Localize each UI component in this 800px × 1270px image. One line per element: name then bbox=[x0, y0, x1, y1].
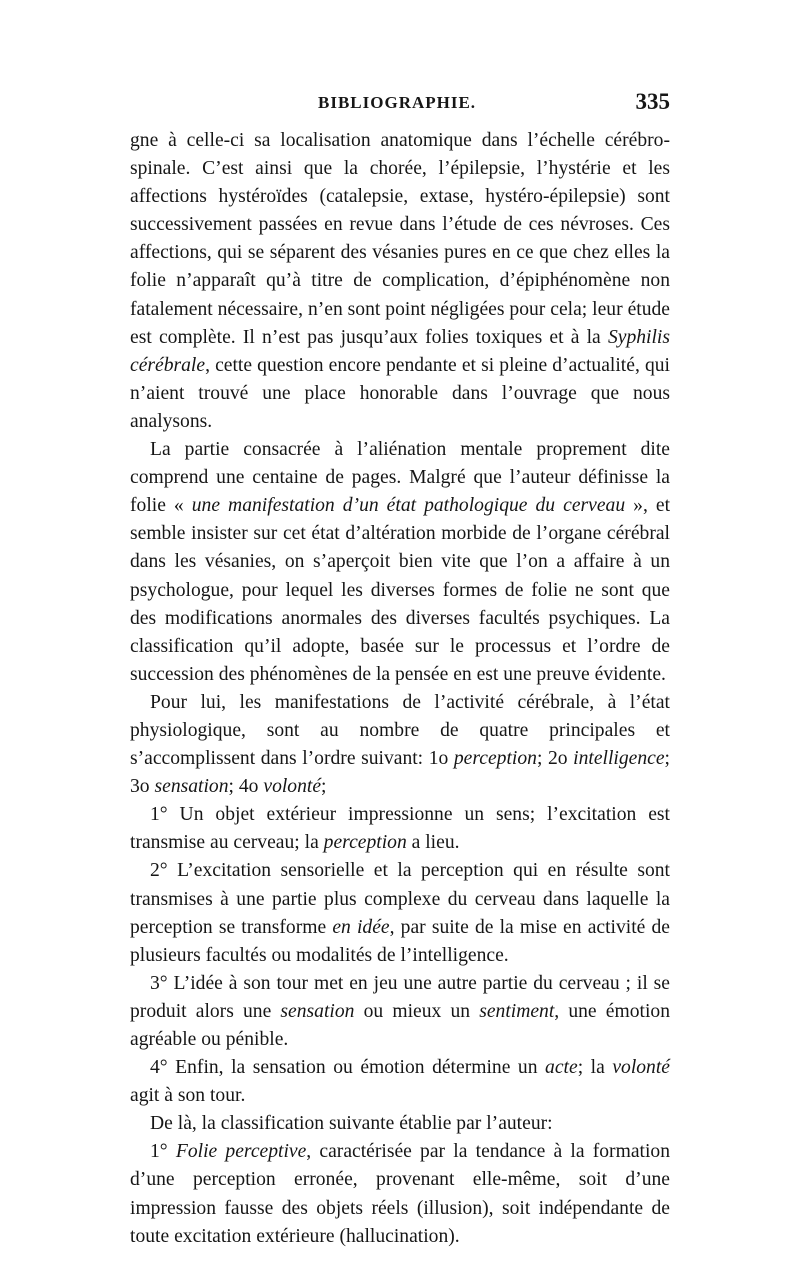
text-run: ; 2o bbox=[536, 748, 574, 770]
italic-text: sensation bbox=[154, 776, 229, 798]
running-head: BIBLIOGRAPHIE. bbox=[318, 93, 477, 112]
text-run: agit à son tour. bbox=[130, 1085, 246, 1107]
text-run: , caractérisée par la tendance à la formation d’une perception erronée, provenant elle-même, soit d’une impression fausse des objets réels (illusion), soit indépendante de toute excitation extérieure (hallucination). bbox=[130, 1141, 671, 1247]
text-run: 3° L’idée à son tour met en jeu une autre partie du cerveau ; il se produit alors une bbox=[130, 972, 670, 1022]
italic-text: Syphilis cérébrale bbox=[130, 326, 670, 376]
italic-text: sensation bbox=[280, 1000, 355, 1022]
paragraph-step-2 bbox=[130, 857, 670, 969]
page-header bbox=[0, 89, 800, 123]
text-run: , cette question encore pendante et si pleine d’actualité, qui n’aient trouvé une place honorable dans l’ouvrage que nous analysons. bbox=[130, 354, 670, 432]
paragraph-step-3 bbox=[130, 970, 670, 1054]
italic-text: Folie perceptive bbox=[175, 1141, 307, 1163]
text-run: », et semble insister sur cet état d’altération morbide de l’organe cérébral dans les vésanies, on s’aperçoit bien vite que l’on a affaire à un psychologue, pour lequel les diverses formes de folie ne sont que des modifications anormales des diverses facultés psychiques. La classification qu’il adopte, basée sur le processus et l’ordre de succession des phénomènes de la pensée en est une preuve évidente. bbox=[130, 495, 671, 685]
text-run: La partie consacrée à l’aliénation mentale proprement dite comprend une centaine de pages. Malgré que l’auteur définisse la folie « bbox=[130, 439, 670, 517]
text-run: De là, la classification suivante établie par l’auteur: bbox=[150, 1113, 553, 1135]
italic-text: perception bbox=[323, 832, 407, 854]
paragraph-continuation bbox=[130, 127, 670, 436]
text-run: , une émotion agréable ou pénible. bbox=[130, 1000, 670, 1050]
italic-text: sentiment bbox=[479, 1000, 555, 1022]
italic-text: une manifestation d’un état pathologique du cerveau bbox=[191, 495, 626, 517]
text-run: ou mieux un bbox=[354, 1000, 480, 1022]
italic-text: en idée bbox=[332, 916, 390, 938]
italic-text: volonté bbox=[263, 776, 322, 798]
text-run: ; bbox=[321, 776, 327, 798]
italic-text: volonté bbox=[612, 1057, 670, 1079]
paragraph-cerebral-activity bbox=[130, 689, 670, 801]
italic-text: acte bbox=[545, 1057, 578, 1079]
page-number: 335 bbox=[635, 89, 670, 114]
text-run: 4° Enfin, la sensation ou émotion détermine un bbox=[150, 1057, 546, 1079]
text-run: , par suite de la mise en activité de plusieurs facultés ou modalités de l’intelligence. bbox=[130, 916, 670, 966]
text-run: 1° bbox=[150, 1141, 176, 1163]
text-run: 1° Un objet extérieur impressionne un sens; l’excitation est transmise au cerveau; la bbox=[130, 804, 670, 854]
italic-text: intelligence bbox=[573, 748, 665, 770]
text-run: ; 3o bbox=[130, 748, 670, 798]
text-run: gne à celle-ci sa localisation anatomique dans l’échelle cérébro-spinale. C’est ainsi que la chorée, l’épilepsie, l’hystérie et les affections hystéroïdes (catalepsie, extase, hystéro-épilepsie) sont successivement passées en revue dans l’étude de ces névroses. Ces affections, qui se séparent des vésanies pures en ce que chez elles la folie n’apparaît qu’à titre de complication, d’épiphénomène non fatalement nécessaire, n’en sont point négligées pour cela; leur étude est complète. Il n’est pas jusqu’aux folies toxiques et à la bbox=[130, 130, 670, 348]
text-run: Pour lui, les manifestations de l’activité cérébrale, à l’état physiologique, sont au nombre de quatre principales et s’accomplissent dans l’ordre suivant: 1o bbox=[130, 691, 670, 770]
paragraph-perceptive-madness bbox=[130, 1138, 670, 1250]
text-run: ; 4o bbox=[228, 776, 264, 798]
body-text bbox=[130, 127, 670, 1251]
paragraph-mental-alienation bbox=[130, 436, 670, 689]
text-run: a lieu. bbox=[406, 832, 460, 854]
text-run: 2° L’excitation sensorielle et la perception qui en résulte sont transmises à une partie plus complexe du cerveau dans laquelle la perception se transforme bbox=[130, 860, 670, 938]
paragraph-step-4 bbox=[130, 1054, 670, 1110]
paragraph-step-1 bbox=[130, 801, 670, 857]
italic-text: perception bbox=[453, 748, 537, 770]
paragraph-classification-intro bbox=[130, 1110, 670, 1138]
text-run: ; la bbox=[577, 1057, 613, 1079]
